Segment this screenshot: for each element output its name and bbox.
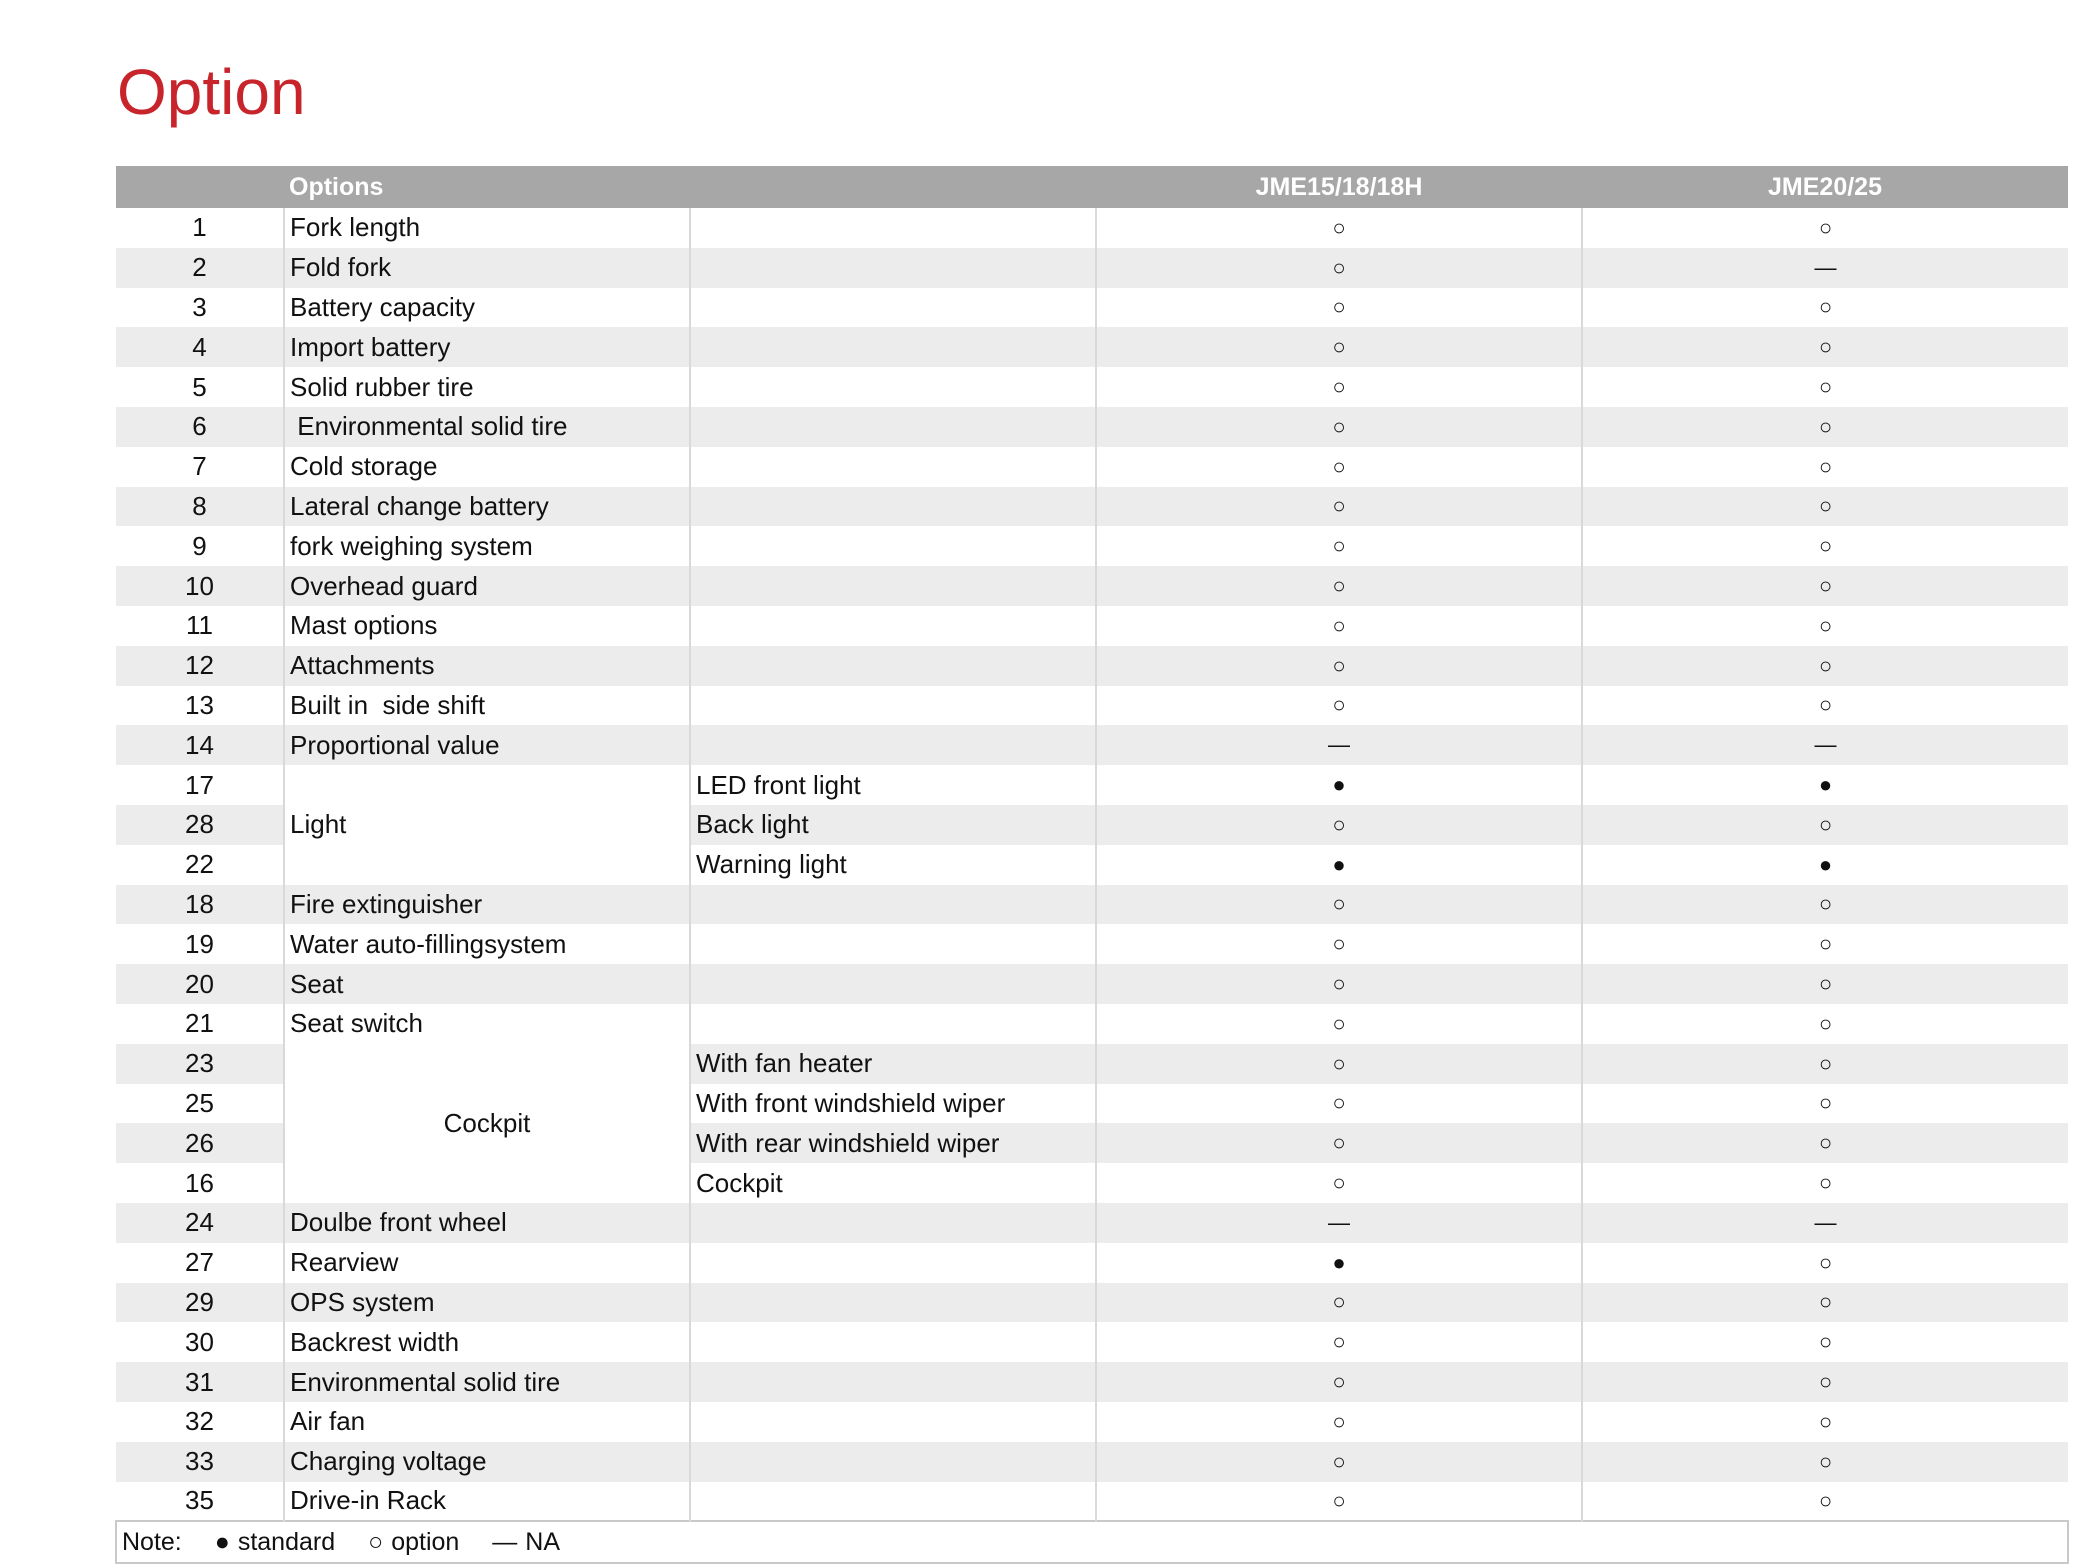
model-1-availability: ○ — [1096, 1442, 1582, 1482]
sub-option-empty — [690, 447, 1096, 487]
sub-option-empty — [690, 1283, 1096, 1323]
model-1-availability: ○ — [1096, 1004, 1582, 1044]
table-row — [116, 288, 2068, 328]
sub-option-empty — [690, 566, 1096, 606]
sub-option: With fan heater — [690, 1044, 1096, 1084]
model-1-availability: ○ — [1096, 1482, 1582, 1522]
table-row — [116, 646, 2068, 686]
table-row — [116, 447, 2068, 487]
model-1-availability: ● — [1096, 1243, 1582, 1283]
sub-option-empty — [690, 1203, 1096, 1243]
model-2-availability: ○ — [1818, 573, 1833, 599]
option-name: Import battery — [284, 327, 690, 367]
row-number: 30 — [116, 1322, 284, 1362]
note-row — [116, 1521, 2068, 1563]
page-title: Option — [117, 56, 306, 128]
model-1-availability: ○ — [1096, 447, 1582, 487]
row-number: 16 — [116, 1163, 284, 1203]
table-row — [116, 1044, 2068, 1084]
model-2-availability: ○ — [1818, 652, 1833, 678]
model-1-availability: — — [1096, 725, 1582, 765]
row-number: 12 — [116, 646, 284, 686]
option-name: Built in side shift — [284, 686, 690, 726]
sub-option-empty — [690, 885, 1096, 925]
sub-option-empty — [690, 686, 1096, 726]
model-1-availability: ○ — [1096, 248, 1582, 288]
model-1-availability: ○ — [1096, 1163, 1582, 1203]
sub-option-empty — [690, 327, 1096, 367]
option-name: Mast options — [284, 606, 690, 646]
sub-option-empty — [690, 725, 1096, 765]
note-option-text: option — [391, 1527, 460, 1556]
sub-option-empty — [690, 1362, 1096, 1402]
table-row — [116, 327, 2068, 367]
model-1-availability: ○ — [1096, 964, 1582, 1004]
sub-option-empty — [690, 487, 1096, 527]
header-options: Options — [289, 172, 384, 201]
model-1-availability: ○ — [1096, 606, 1582, 646]
sub-option-empty — [690, 367, 1096, 407]
option-name: Cold storage — [284, 447, 690, 487]
table-row — [116, 367, 2068, 407]
sub-option: Warning light — [690, 845, 1096, 885]
option-name: Fold fork — [284, 248, 690, 288]
sub-option-empty — [690, 646, 1096, 686]
model-1-availability: ● — [1096, 845, 1582, 885]
row-number: 33 — [116, 1442, 284, 1482]
model-2-availability: ○ — [1818, 931, 1833, 957]
standard-symbol: ● — [214, 1527, 230, 1556]
row-number: 17 — [116, 765, 284, 805]
row-number: 3 — [116, 288, 284, 328]
table-row — [116, 1402, 2068, 1442]
table-row — [116, 1243, 2068, 1283]
option-name: Overhead guard — [284, 566, 690, 606]
row-number: 10 — [116, 566, 284, 606]
table-row — [116, 566, 2068, 606]
model-2-availability: ○ — [1818, 692, 1833, 718]
option-name: Environmental solid tire — [284, 1362, 690, 1402]
sub-option-empty — [690, 1004, 1096, 1044]
model-1-availability: ○ — [1096, 1283, 1582, 1323]
model-2-availability: ○ — [1818, 453, 1833, 479]
sub-option: Cockpit — [690, 1163, 1096, 1203]
option-name: Lateral change battery — [284, 487, 690, 527]
model-1-availability: ○ — [1096, 1402, 1582, 1442]
model-1-availability: ○ — [1096, 288, 1582, 328]
table-row — [116, 1203, 2068, 1243]
row-number: 21 — [116, 1004, 284, 1044]
sub-option-empty — [690, 606, 1096, 646]
model-2-availability: — — [1814, 732, 1837, 758]
model-1-availability: ● — [1096, 765, 1582, 805]
note-option — [368, 1528, 459, 1556]
row-number: 20 — [116, 964, 284, 1004]
table-row — [116, 487, 2068, 527]
model-2-availability: ○ — [1818, 1487, 1833, 1513]
table-row — [116, 208, 2068, 248]
option-name: Seat — [284, 964, 690, 1004]
row-number: 35 — [116, 1482, 284, 1522]
option-name: Backrest width — [284, 1322, 690, 1362]
header-no — [116, 166, 284, 208]
option-name: Environmental solid tire — [284, 407, 690, 447]
row-number: 5 — [116, 367, 284, 407]
table-row — [116, 1482, 2068, 1522]
model-2-availability: ○ — [1818, 533, 1833, 559]
model-2-availability: ○ — [1818, 971, 1833, 997]
sub-option-empty — [690, 924, 1096, 964]
model-2-availability: ○ — [1818, 1329, 1833, 1355]
model-1-availability: ○ — [1096, 1084, 1582, 1124]
sub-option-empty — [690, 964, 1096, 1004]
table-row — [116, 1004, 2068, 1044]
model-2-availability: ○ — [1818, 1170, 1833, 1196]
option-name: Charging voltage — [284, 1442, 690, 1482]
table-row — [116, 407, 2068, 447]
model-2-availability: ○ — [1818, 612, 1833, 638]
model-2-availability: ○ — [1818, 493, 1833, 519]
model-2-availability: ○ — [1818, 374, 1833, 400]
row-number: 11 — [116, 606, 284, 646]
row-number: 2 — [116, 248, 284, 288]
option-name: Doulbe front wheel — [284, 1203, 690, 1243]
model-2-availability: ○ — [1818, 214, 1833, 240]
option-name: Seat switch — [284, 1004, 690, 1044]
option-name: Solid rubber tire — [284, 367, 690, 407]
sub-option-empty — [690, 526, 1096, 566]
row-number: 9 — [116, 526, 284, 566]
option-name: Fork length — [284, 208, 690, 248]
option-symbol: ○ — [368, 1527, 384, 1556]
model-1-availability: ○ — [1096, 1044, 1582, 1084]
sub-option-empty — [690, 248, 1096, 288]
header-sub — [690, 166, 1096, 208]
row-number: 25 — [116, 1084, 284, 1124]
model-1-availability: ○ — [1096, 566, 1582, 606]
sub-option-empty — [690, 1322, 1096, 1362]
header-model-1: JME15/18/18H — [1255, 172, 1423, 201]
sub-option: LED front light — [690, 765, 1096, 805]
table-row — [116, 686, 2068, 726]
row-number: 23 — [116, 1044, 284, 1084]
row-number: 27 — [116, 1243, 284, 1283]
option-name: OPS system — [284, 1283, 690, 1323]
note-na — [492, 1528, 560, 1556]
model-1-availability: ○ — [1096, 1362, 1582, 1402]
sub-option: With front windshield wiper — [690, 1084, 1096, 1124]
model-2-availability: ○ — [1818, 1369, 1833, 1394]
option-name: Air fan — [284, 1402, 690, 1442]
model-1-availability: ○ — [1096, 487, 1582, 527]
table-row — [116, 885, 2068, 925]
row-number: 8 — [116, 487, 284, 527]
model-2-availability: ○ — [1818, 1010, 1833, 1036]
model-1-availability: — — [1096, 1203, 1582, 1243]
sub-option-empty — [690, 1243, 1096, 1283]
model-2-availability: — — [1814, 1209, 1837, 1235]
row-number: 32 — [116, 1402, 284, 1442]
options-table — [115, 166, 2069, 1564]
legend-note — [116, 1521, 2068, 1563]
model-2-availability: ○ — [1818, 1249, 1833, 1275]
row-number: 19 — [116, 924, 284, 964]
model-2-availability: ○ — [1818, 413, 1833, 439]
model-2-availability: ○ — [1818, 891, 1833, 917]
model-2-availability: ○ — [1818, 294, 1833, 320]
model-2-availability: ○ — [1818, 1408, 1833, 1434]
row-number: 1 — [116, 208, 284, 248]
model-1-availability: ○ — [1096, 646, 1582, 686]
note-na-text: NA — [525, 1527, 560, 1556]
sub-option: With rear windshield wiper — [690, 1123, 1096, 1163]
row-number: 18 — [116, 885, 284, 925]
table-row — [116, 725, 2068, 765]
model-1-availability: ○ — [1096, 686, 1582, 726]
table-row — [116, 606, 2068, 646]
model-2-availability: ○ — [1818, 1050, 1833, 1076]
row-number: 13 — [116, 686, 284, 726]
table-row — [116, 1362, 2068, 1402]
table-row — [116, 1322, 2068, 1362]
note-standard-text: standard — [237, 1527, 336, 1556]
row-number: 7 — [116, 447, 284, 487]
model-1-availability: ○ — [1096, 327, 1582, 367]
sub-option-empty — [690, 208, 1096, 248]
option-name: Water auto-fillingsystem — [284, 924, 690, 964]
model-2-availability: ○ — [1818, 811, 1833, 837]
note-label: Note: — [122, 1527, 182, 1556]
model-1-availability: ○ — [1096, 924, 1582, 964]
sub-option: Back light — [690, 805, 1096, 845]
model-2-availability: ● — [1818, 772, 1833, 798]
table-row — [116, 765, 2068, 805]
row-number: 4 — [116, 327, 284, 367]
option-name: Drive-in Rack — [284, 1482, 690, 1522]
model-2-availability: ○ — [1818, 334, 1833, 360]
group-label: Cockpit — [284, 1044, 690, 1203]
row-number: 6 — [116, 407, 284, 447]
option-name: Proportional value — [284, 725, 690, 765]
model-2-availability: ○ — [1818, 1448, 1833, 1474]
option-name: Battery capacity — [284, 288, 690, 328]
model-2-availability: ○ — [1818, 1130, 1833, 1156]
table-row — [116, 526, 2068, 566]
option-name: Fire extinguisher — [284, 885, 690, 925]
header-model-2: JME20/25 — [1768, 172, 1882, 201]
table-row — [116, 924, 2068, 964]
model-1-availability: ○ — [1096, 1123, 1582, 1163]
row-number: 24 — [116, 1203, 284, 1243]
model-2-availability: ○ — [1818, 1289, 1833, 1315]
row-number: 28 — [116, 805, 284, 845]
table-row — [116, 1283, 2068, 1323]
na-symbol: — — [492, 1527, 518, 1556]
option-name: Rearview — [284, 1243, 690, 1283]
model-2-availability: ○ — [1818, 1090, 1833, 1116]
model-1-availability: ○ — [1096, 208, 1582, 248]
row-number: 22 — [116, 845, 284, 885]
table-row — [116, 1442, 2068, 1482]
model-2-availability: ● — [1818, 851, 1833, 877]
model-1-availability: ○ — [1096, 367, 1582, 407]
table-row — [116, 248, 2068, 288]
row-number: 14 — [116, 725, 284, 765]
model-1-availability: ○ — [1096, 885, 1582, 925]
sub-option-empty — [690, 288, 1096, 328]
group-label: Light — [284, 765, 690, 884]
model-2-availability: — — [1814, 254, 1837, 280]
option-name: Attachments — [284, 646, 690, 686]
model-1-availability: ○ — [1096, 805, 1582, 845]
row-number: 26 — [116, 1123, 284, 1163]
table-body — [116, 208, 2068, 1521]
sub-option-empty — [690, 1482, 1096, 1522]
sub-option-empty — [690, 1402, 1096, 1442]
model-1-availability: ○ — [1096, 526, 1582, 566]
table-header-row — [116, 166, 2068, 208]
sub-option-empty — [690, 1442, 1096, 1482]
sub-option-empty — [690, 407, 1096, 447]
row-number: 29 — [116, 1283, 284, 1323]
model-1-availability: ○ — [1096, 407, 1582, 447]
row-number: 31 — [116, 1362, 284, 1402]
model-1-availability: ○ — [1096, 1322, 1582, 1362]
note-standard — [215, 1528, 335, 1556]
table-row — [116, 964, 2068, 1004]
option-name: fork weighing system — [284, 526, 690, 566]
